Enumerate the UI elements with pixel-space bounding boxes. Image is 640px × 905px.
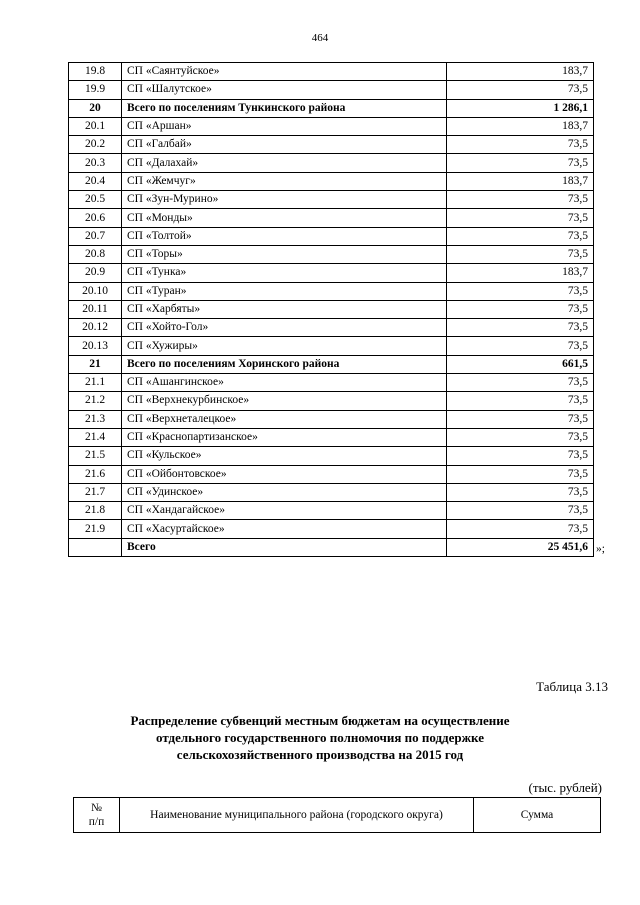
table-row — [69, 209, 594, 227]
table-row — [69, 264, 594, 282]
table-row — [69, 520, 594, 538]
row-number: 20.6 — [69, 209, 122, 227]
row-value: 73,5 — [447, 465, 594, 483]
row-name: СП «Аршан» — [122, 117, 447, 135]
subsidy-table-body — [69, 63, 594, 557]
row-number: 20 — [69, 99, 122, 117]
row-name: СП «Туран» — [122, 282, 447, 300]
table-row — [69, 502, 594, 520]
table-title-line: сельскохозяйственного производства на 2015 год — [176, 747, 464, 762]
row-name: СП «Хандагайское» — [122, 502, 447, 520]
row-name: СП «Удинское» — [122, 483, 447, 501]
row-value: 73,5 — [447, 209, 594, 227]
row-number: 20.9 — [69, 264, 122, 282]
row-name: СП «Тунка» — [122, 264, 447, 282]
table-row — [69, 374, 594, 392]
row-number: 21.2 — [69, 392, 122, 410]
table-row — [69, 447, 594, 465]
table-row — [69, 227, 594, 245]
row-number: 20.3 — [69, 154, 122, 172]
row-name: СП «Верхнеталецкое» — [122, 410, 447, 428]
row-value: 183,7 — [447, 117, 594, 135]
table-row — [69, 465, 594, 483]
table-row — [69, 154, 594, 172]
row-name: Всего — [122, 538, 447, 556]
row-number: 21.1 — [69, 374, 122, 392]
row-name: СП «Торы» — [122, 245, 447, 263]
row-name: СП «Хойто-Гол» — [122, 319, 447, 337]
row-name: СП «Жемчуг» — [122, 172, 447, 190]
row-value: 25 451,6 — [447, 538, 594, 556]
table-row — [69, 99, 594, 117]
row-value: 661,5 — [447, 355, 594, 373]
table-header-row — [74, 798, 601, 833]
row-value: 73,5 — [447, 81, 594, 99]
row-value: 73,5 — [447, 502, 594, 520]
units-label: (тыс. рублей) — [528, 780, 602, 795]
row-number: 20.11 — [69, 300, 122, 318]
table-label: Таблица 3.13 — [536, 679, 608, 694]
table-row — [69, 337, 594, 355]
table-row — [69, 191, 594, 209]
row-number: 21.4 — [69, 428, 122, 446]
row-value: 73,5 — [447, 392, 594, 410]
row-value: 73,5 — [447, 520, 594, 538]
table-row — [69, 63, 594, 81]
row-name: Всего по поселениям Тункинского района — [122, 99, 447, 117]
row-value: 1 286,1 — [447, 99, 594, 117]
row-number: 19.8 — [69, 63, 122, 81]
row-name: СП «Саянтуйское» — [122, 63, 447, 81]
row-value: 73,5 — [447, 154, 594, 172]
row-number: 19.9 — [69, 81, 122, 99]
row-number: 21.6 — [69, 465, 122, 483]
header-district-name: Наименование муниципального района (городского округа) — [120, 798, 474, 833]
row-name: Всего по поселениям Хоринского района — [122, 355, 447, 373]
row-number: 20.4 — [69, 172, 122, 190]
row-value: 73,5 — [447, 191, 594, 209]
row-number: 21.9 — [69, 520, 122, 538]
row-name: СП «Галбай» — [122, 136, 447, 154]
row-number: 21.8 — [69, 502, 122, 520]
table-row — [69, 81, 594, 99]
header-sum: Сумма — [474, 798, 601, 833]
row-name: СП «Харбяты» — [122, 300, 447, 318]
row-value: 73,5 — [447, 245, 594, 263]
row-name: СП «Далахай» — [122, 154, 447, 172]
row-number: 20.8 — [69, 245, 122, 263]
row-number: 20.10 — [69, 282, 122, 300]
row-value: 183,7 — [447, 264, 594, 282]
table-title-line: отдельного государственного полномочия по поддержке — [156, 730, 484, 745]
row-number: 21.7 — [69, 483, 122, 501]
row-value: 183,7 — [447, 172, 594, 190]
table-row — [69, 355, 594, 373]
row-number — [69, 538, 122, 556]
row-value: 73,5 — [447, 337, 594, 355]
table-row — [69, 392, 594, 410]
table-row — [69, 428, 594, 446]
table-row — [69, 136, 594, 154]
row-value: 73,5 — [447, 410, 594, 428]
row-number: 20.7 — [69, 227, 122, 245]
table-title-line: Распределение субвенций местным бюджетам на осуществление — [130, 713, 510, 728]
row-name: СП «Ойбонтовское» — [122, 465, 447, 483]
subsidy-agriculture-table — [73, 797, 601, 833]
row-name: СП «Краснопартизанское» — [122, 428, 447, 446]
header-number-abbrev: п/п — [88, 816, 105, 828]
table-row — [69, 117, 594, 135]
row-name: СП «Верхнекурбинское» — [122, 392, 447, 410]
row-name: СП «Кульское» — [122, 447, 447, 465]
table-row — [69, 245, 594, 263]
page-number: 464 — [311, 32, 329, 44]
row-number: 20.2 — [69, 136, 122, 154]
row-value: 73,5 — [447, 483, 594, 501]
row-number: 20.5 — [69, 191, 122, 209]
table-row — [69, 282, 594, 300]
row-number: 20.13 — [69, 337, 122, 355]
table-row — [69, 483, 594, 501]
table-row — [69, 300, 594, 318]
row-value: 73,5 — [447, 447, 594, 465]
subsidy-table-continued — [68, 62, 594, 557]
table-row — [69, 172, 594, 190]
closing-quote-mark: »; — [596, 543, 605, 555]
row-value: 73,5 — [447, 136, 594, 154]
row-name: СП «Ашангинское» — [122, 374, 447, 392]
row-name: СП «Монды» — [122, 209, 447, 227]
table-row — [69, 319, 594, 337]
row-number: 21.5 — [69, 447, 122, 465]
header-number — [74, 798, 120, 833]
table-row — [69, 538, 594, 556]
row-name: СП «Толтой» — [122, 227, 447, 245]
row-number: 20.1 — [69, 117, 122, 135]
row-value: 73,5 — [447, 374, 594, 392]
row-number: 21 — [69, 355, 122, 373]
row-value: 73,5 — [447, 282, 594, 300]
row-value: 73,5 — [447, 300, 594, 318]
row-name: СП «Хужиры» — [122, 337, 447, 355]
row-name: СП «Шалутское» — [122, 81, 447, 99]
header-number-symbol: № — [91, 802, 102, 814]
row-number: 20.12 — [69, 319, 122, 337]
row-value: 73,5 — [447, 428, 594, 446]
table-row — [69, 410, 594, 428]
row-name: СП «Зун-Мурино» — [122, 191, 447, 209]
row-value: 183,7 — [447, 63, 594, 81]
row-number: 21.3 — [69, 410, 122, 428]
table-title — [0, 712, 640, 763]
row-name: СП «Хасуртайское» — [122, 520, 447, 538]
row-value: 73,5 — [447, 227, 594, 245]
row-value: 73,5 — [447, 319, 594, 337]
